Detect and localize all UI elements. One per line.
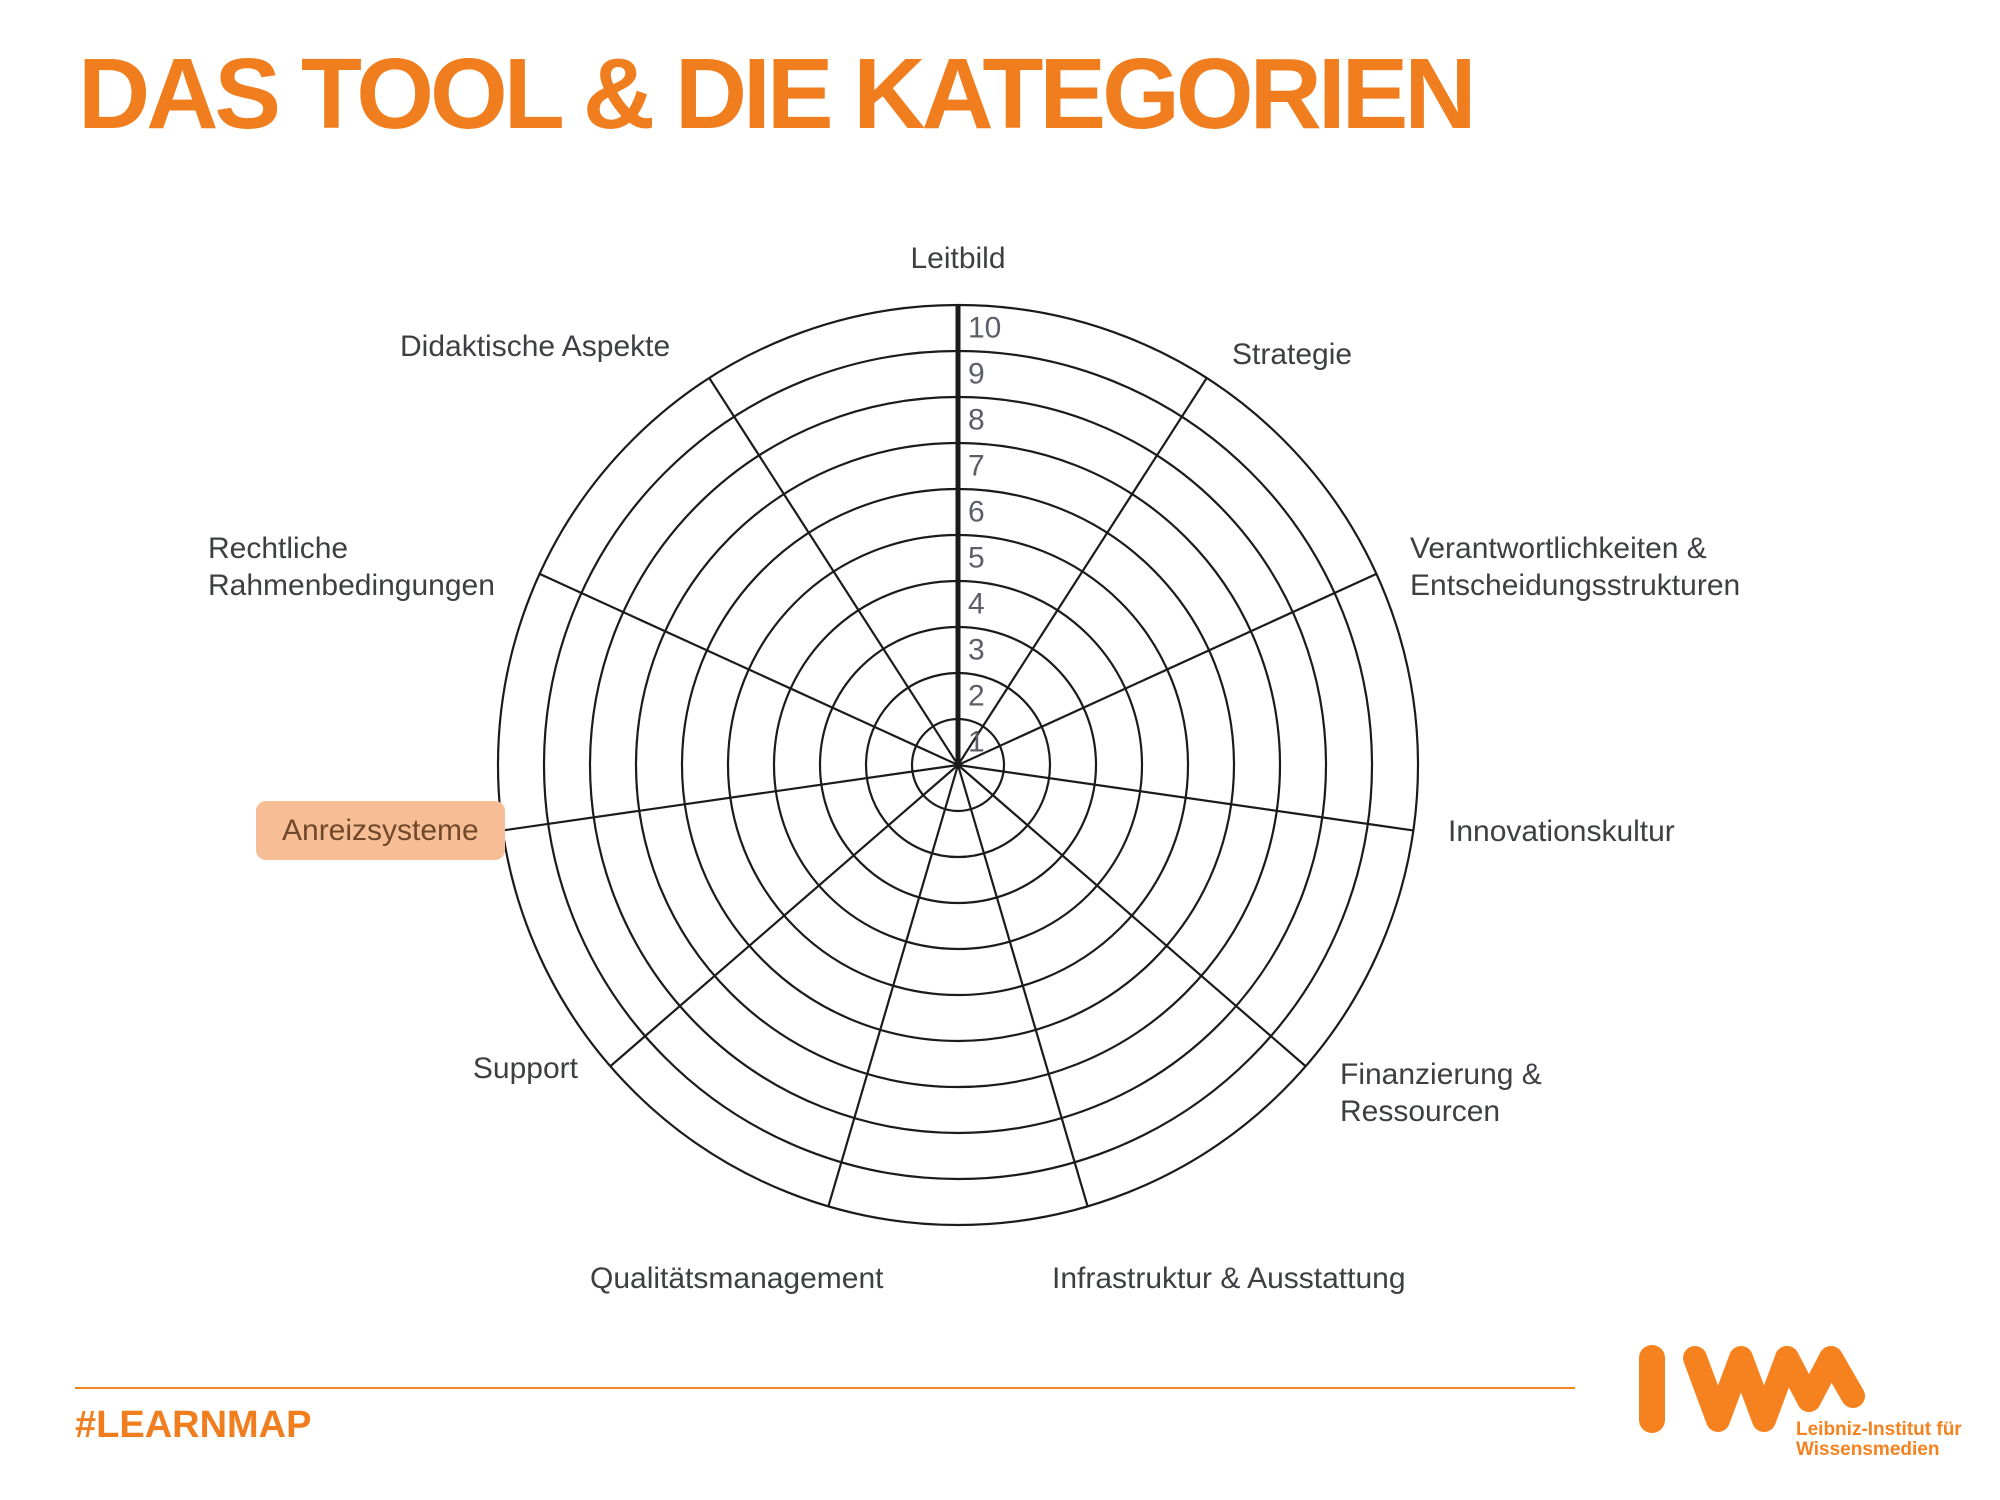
category-label-line: Innovationskultur — [1448, 815, 1675, 848]
scale-tick-label: 5 — [968, 541, 985, 575]
hashtag-learnmap: #LEARNMAP — [75, 1404, 312, 1446]
category-label-line: Finanzierung & — [1340, 1058, 1542, 1091]
radar-grid — [488, 295, 1428, 1235]
category-label-support — [398, 1050, 578, 1087]
category-label-leitbild — [858, 240, 1058, 277]
category-label-line: Strategie — [1232, 338, 1353, 371]
grid-spoke — [958, 765, 1413, 830]
category-label-line: Rechtliche — [208, 532, 349, 565]
iwm-logo-text-line: Wissensmedien — [1796, 1439, 1940, 1460]
category-label-line: Qualitätsmanagement — [590, 1262, 884, 1295]
category-label-finanzierung-ressourcen — [1340, 1056, 1542, 1130]
scale-tick-label: 2 — [968, 679, 985, 713]
category-label-anreizsysteme-highlighted — [256, 801, 505, 860]
category-label-line: Verantwortlichkeiten & — [1410, 532, 1707, 565]
category-label-line: Support — [472, 1052, 578, 1085]
category-label-strategie — [1232, 336, 1352, 373]
category-label-line: Infrastruktur & Ausstattung — [1052, 1262, 1406, 1295]
category-label-line: Rahmenbedingungen — [208, 569, 495, 602]
grid-spoke — [610, 765, 958, 1066]
scale-tick-label: 6 — [968, 495, 985, 529]
category-label-innovationskultur — [1448, 813, 1675, 850]
scale-tick-label: 8 — [968, 403, 985, 437]
category-label-line: Didaktische Aspekte — [400, 330, 671, 363]
scale-tick-label: 4 — [968, 587, 985, 621]
scale-tick-label: 9 — [968, 357, 985, 391]
category-label-infrastruktur-ausstattung — [1052, 1260, 1406, 1297]
category-label-line: Ressourcen — [1340, 1095, 1501, 1128]
grid-spoke — [958, 765, 1306, 1066]
iwm-logo — [1638, 1344, 1962, 1464]
category-label-line: Leitbild — [910, 242, 1006, 275]
iwm-logo-text — [1796, 1420, 1962, 1460]
category-label-line: Anreizsysteme — [282, 814, 479, 847]
scale-tick-label: 7 — [968, 449, 985, 483]
scale-tick-label: 3 — [968, 633, 985, 667]
category-label-rechtliche-rahmenbedingungen — [208, 530, 495, 604]
scale-tick-label: 10 — [968, 311, 1002, 345]
page-title: DAS TOOL & DIE KATEGORIEN — [78, 38, 1473, 150]
scale-tick-label: 1 — [968, 725, 985, 759]
iwm-logo-text-line: Leibniz-Institut für — [1796, 1419, 1962, 1440]
category-label-didaktische-aspekte — [400, 328, 670, 365]
category-label-verantwortlichkeiten — [1410, 530, 1740, 604]
category-label-qualitaetsmanagement — [590, 1260, 884, 1297]
category-label-line: Entscheidungsstrukturen — [1410, 569, 1741, 602]
footer-divider — [75, 1387, 1575, 1389]
grid-spoke — [503, 765, 958, 830]
